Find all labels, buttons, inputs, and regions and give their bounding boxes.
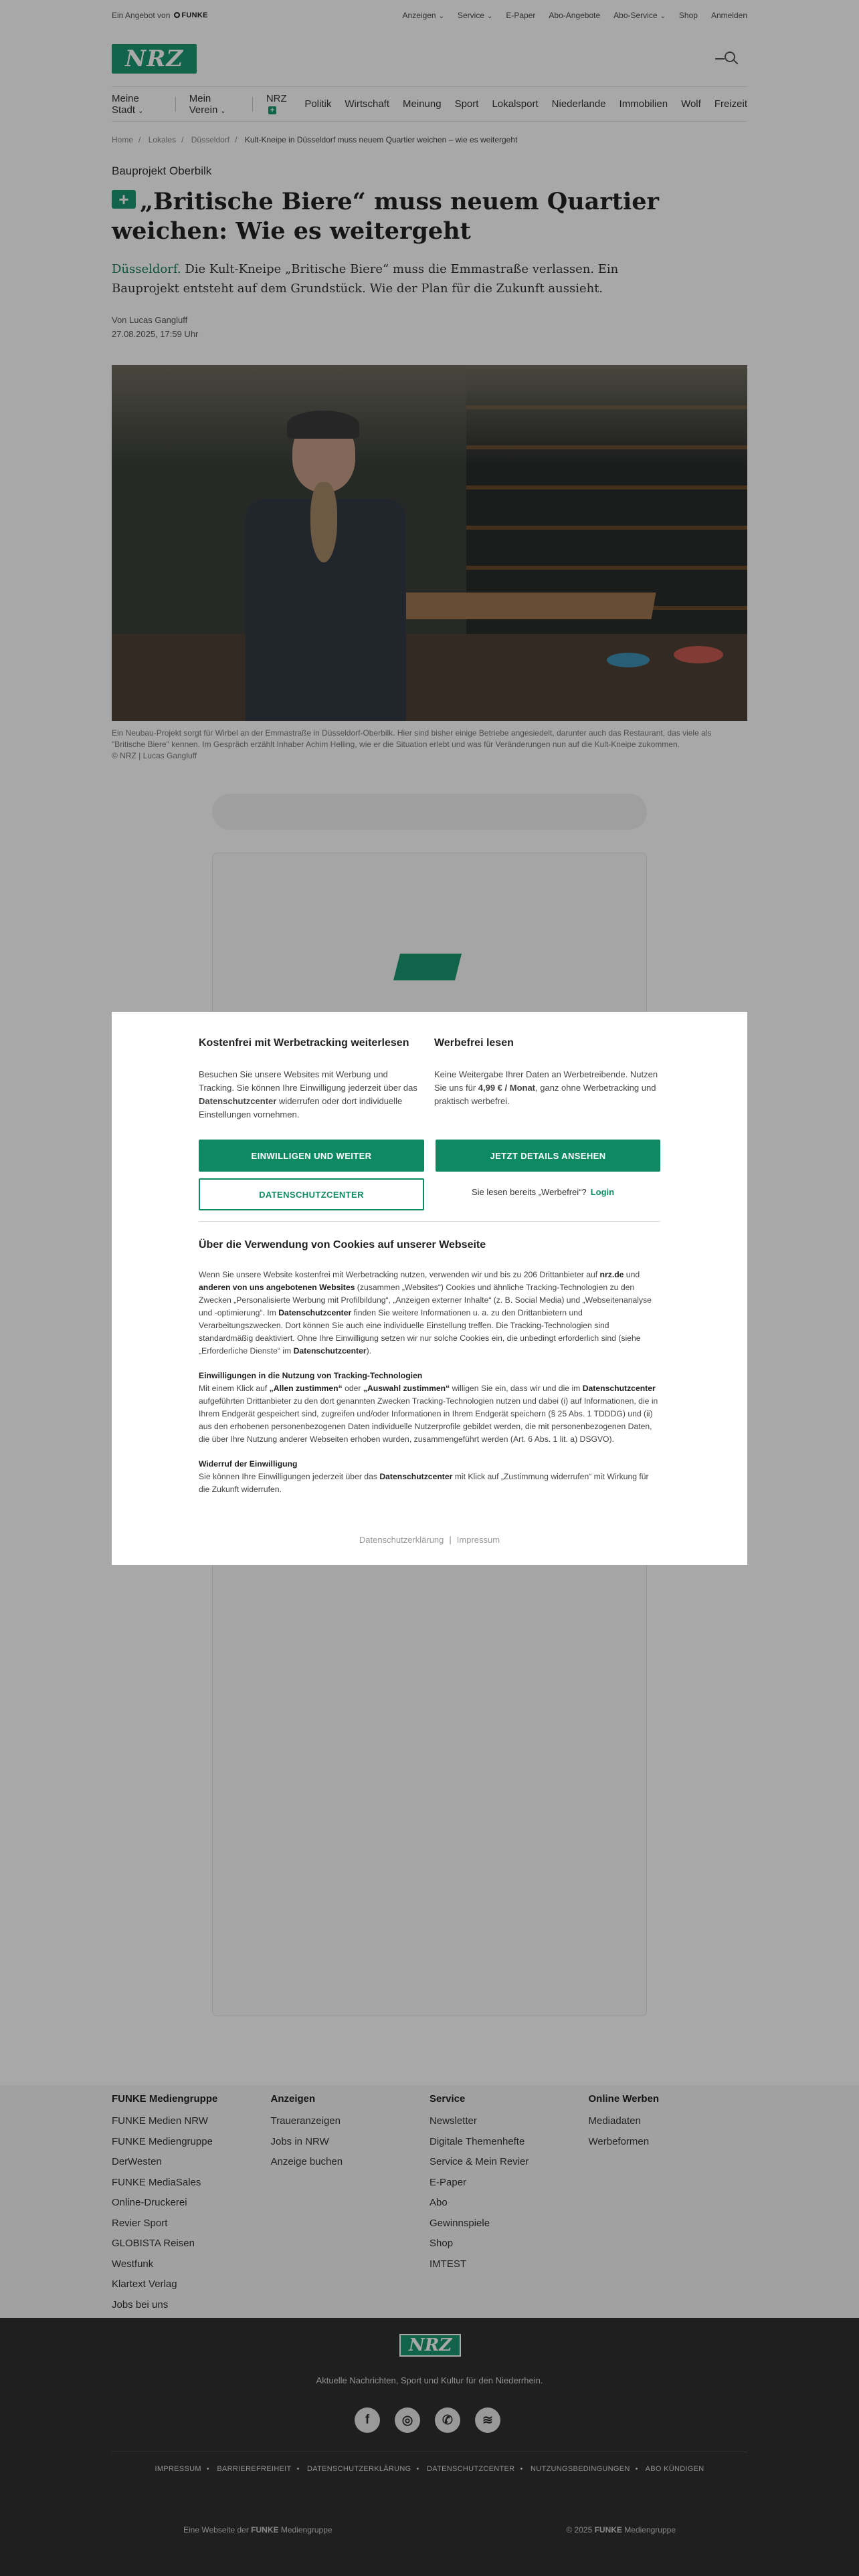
already-subscribed: Sie lesen bereits „Werbefrei“? Login <box>472 1187 615 1197</box>
legal-nutzungsbedingungen[interactable]: NUTZUNGSBEDINGUNGEN <box>530 2465 630 2473</box>
legal-datenschutzcenter[interactable]: DATENSCHUTZCENTER <box>427 2465 515 2473</box>
nav-politik[interactable]: Politik <box>304 98 332 110</box>
consent-free-text: Besuchen Sie unsere Websites mit Werbung und Tracking. Sie können Ihre Einwilligung jederzeit über das Datenschutzcenter widerrufen oder dort individuelle Einstellungen vornehmen. <box>199 1069 417 1119</box>
footer-link[interactable]: FUNKE Mediengruppe <box>112 2135 213 2147</box>
plus-icon: + <box>268 106 276 114</box>
consent-free-column <box>199 1037 425 1121</box>
footer-link[interactable]: Newsletter <box>430 2115 477 2127</box>
footer-link[interactable]: FUNKE Medien NRW <box>112 2115 208 2127</box>
nav-wirtschaft[interactable]: Wirtschaft <box>345 98 390 110</box>
breadcrumb: Home / Lokales / Düsseldorf / Kult-Kneipe in Düsseldorf muss neuem Quartier weichen – wie es weitergeht <box>112 135 518 144</box>
withdraw-text: Widerruf der Einwilligung Sie können Ihre Einwilligungen jederzeit über das Datenschutzcenter mit Klick auf „Zustimmung widerrufen“ mit Wirkung für die Zukunft widerrufen. <box>199 1459 649 1494</box>
consent-adfree-column <box>434 1037 660 1121</box>
legal-abo-kuendigen[interactable]: ABO KÜNDIGEN <box>645 2465 704 2473</box>
topnav-service[interactable]: Service ⌄ <box>458 11 492 20</box>
footer-link[interactable]: Westfunk <box>112 2258 154 2270</box>
footer-link[interactable]: Abo <box>430 2197 448 2208</box>
footer-link[interactable]: Gewinnspiele <box>430 2217 490 2229</box>
whatsapp-icon[interactable]: ✆ <box>435 2407 460 2433</box>
footer-nrz-logo[interactable]: NRZ <box>399 2334 461 2357</box>
nav-wolf[interactable]: Wolf <box>681 98 701 110</box>
photo-caption: Ein Neubau-Projekt sorgt für Wirbel an der Emmastraße in Düsseldorf-Oberbilk. Hier sind bisher einige Betriebe angesiedelt, darunter auch das Restaurant, das viele als "Britische Biere" kennen. Im Gespräch erzählt Inhaber Achim Helling, wie er die Situation erlebt und was für Veränderungen nun auf die Kult-Kneipe zukommen. © NRZ | Lucas Gangluff <box>112 728 747 762</box>
topnav-anzeigen[interactable]: Anzeigen ⌄ <box>403 11 444 20</box>
details-button[interactable]: JETZT DETAILS ANSEHEN <box>436 1140 660 1172</box>
footer-link[interactable]: Traueranzeigen <box>270 2115 341 2127</box>
datenschutzcenter-link[interactable]: Datenschutzcenter <box>199 1096 277 1106</box>
nav-nrz-plus[interactable]: NRZ+ <box>266 92 287 114</box>
privacy-center-button[interactable]: DATENSCHUTZCENTER <box>199 1178 424 1210</box>
cookie-usage-title: Über die Verwendung von Cookies auf unserer Webseite <box>199 1239 486 1251</box>
legal-barrierefreiheit[interactable]: BARRIEREFREIHEIT <box>217 2465 292 2473</box>
publish-date: 27.08.2025, 17:59 Uhr <box>112 329 199 339</box>
article-headline: + „Britische Biere“ muss neuem Quartier weichen: Wie es weitergeht <box>112 188 659 245</box>
facebook-icon[interactable]: f <box>355 2407 380 2433</box>
footer-link[interactable]: DerWesten <box>112 2156 162 2167</box>
footer-link[interactable]: Mediadaten <box>588 2115 641 2127</box>
consent-adfree-text: Keine Weitergabe Ihrer Daten an Werbetreibende. Nutzen Sie uns für 4,99 € / Monat, ganz ohne Werbetracking und praktisch werbefrei. <box>434 1069 658 1106</box>
breadcrumb-current: Kult-Kneipe in Düsseldorf muss neuem Quartier weichen – wie es weitergeht <box>244 135 518 144</box>
article-lead: Düsseldorf. Die Kult-Kneipe „Britische Biere“ muss die Emmastraße verlassen. Ein Bauprojekt entsteht auf dem Grundstück. Wie der Plan für die Zukunft aussieht. <box>112 262 619 296</box>
author[interactable]: Von Lucas Gangluff <box>112 315 188 325</box>
legal-datenschutzerklaerung[interactable]: DATENSCHUTZERKLÄRUNG <box>306 2465 411 2473</box>
lead-city: Düsseldorf. <box>112 262 181 276</box>
nav-niederlande[interactable]: Niederlande <box>551 98 606 110</box>
footer-site-of: Eine Webseite der FUNKE Mediengruppe <box>183 2525 332 2535</box>
topnav-epaper[interactable]: E-Paper <box>506 11 536 20</box>
footer-link[interactable]: Online-Druckerei <box>112 2197 187 2208</box>
nav-sport[interactable]: Sport <box>454 98 479 110</box>
privacy-policy-link[interactable]: Datenschutzerklärung <box>359 1535 444 1545</box>
footer-link[interactable]: E-Paper <box>430 2176 467 2188</box>
instagram-icon[interactable]: ◎ <box>395 2407 420 2433</box>
datenschutzcenter-link[interactable]: Datenschutzcenter <box>582 1384 656 1393</box>
footer-link[interactable]: Anzeige buchen <box>270 2156 343 2167</box>
accept-button[interactable]: EINWILLIGEN UND WEITER <box>199 1140 424 1172</box>
imprint-link[interactable]: Impressum <box>456 1535 500 1545</box>
consent-tracking-text: Einwilligungen in die Nutzung von Tracking-Technologien Mit einem Klick auf „Allen zustimmen“ oder „Auswahl zustimmen“ willigen Sie ein, dass wir und die im Datenschutzcenter aufgeführten Drittanbieter zu den dort genannten Zwecken Tracking-Technologien nutzen und dabei (i) auf Informationen, die in Ihrem Endgerät gespeichert sind, zugreifen und/oder Informationen in Ihrem Endgerät speichern (§ 25 Abs. 1 TDDDG) und (ii) aus den erhobenen personenbezogenen Daten individuelle Nutzerprofile gebildet werden, die mit personenbezogenen Daten, die über Ihre Nutzung anderer Webseiten erhoben wurden, zusammengeführt werden (Art. 6 Abs. 1 lit. a) DSGVO). <box>199 1371 658 1444</box>
footer-link[interactable]: Service & Mein Revier <box>430 2156 529 2167</box>
footer-link[interactable]: Klartext Verlag <box>112 2278 177 2290</box>
nav-immobilien[interactable]: Immobilien <box>619 98 668 110</box>
nav-meine-stadt[interactable]: Meine Stadt ⌄ <box>112 93 162 116</box>
breadcrumb-home[interactable]: Home <box>112 135 134 144</box>
datenschutzcenter-link[interactable]: Datenschutzcenter <box>379 1472 453 1481</box>
nav-lokalsport[interactable]: Lokalsport <box>492 98 539 110</box>
consent-free-title: Kostenfrei mit Werbetracking weiterlesen <box>199 1037 409 1049</box>
breadcrumb-duesseldorf[interactable]: Düsseldorf <box>191 135 230 144</box>
legal-impressum[interactable]: IMPRESSUM <box>155 2465 201 2473</box>
topnav-abo-angebote[interactable]: Abo-Angebote <box>549 11 601 20</box>
nrz-logo[interactable]: NRZ <box>112 44 197 74</box>
footer-link[interactable]: Revier Sport <box>112 2217 168 2229</box>
footer-link[interactable]: Werbeformen <box>588 2135 650 2147</box>
article-kicker: Bauprojekt Oberbilk <box>112 165 212 177</box>
legal-links: IMPRESSUM • BARRIEREFREIHEIT • DATENSCHUTZERKLÄRUNG • DATENSCHUTZCENTER • NUTZUNGSBEDINGUNGEN • ABO KÜNDIGEN <box>155 2465 704 2473</box>
footer-link[interactable]: Digitale Themenhefte <box>430 2135 525 2147</box>
topnav-shop[interactable]: Shop <box>678 11 698 20</box>
consent-adfree-title: Werbefrei lesen <box>434 1037 514 1049</box>
footer-link[interactable]: IMTEST <box>430 2258 466 2270</box>
rss-icon[interactable]: ≋ <box>475 2407 500 2433</box>
datenschutzcenter-link[interactable]: Datenschutzcenter <box>278 1308 352 1317</box>
footer-link[interactable]: Jobs in NRW <box>270 2135 329 2147</box>
footer-link[interactable]: Shop <box>430 2238 454 2249</box>
modal-footer-links: Datenschutzerklärung | Impressum <box>359 1535 500 1545</box>
footer-col-title: FUNKE Mediengruppe <box>112 2093 218 2105</box>
offer-text: Ein Angebot von <box>112 11 171 20</box>
photo-credit: © NRZ | Lucas Gangluff <box>112 751 197 760</box>
footer-tagline: Aktuelle Nachrichten, Sport und Kultur für den Niederrhein. <box>316 2375 543 2385</box>
cookie-usage-text: Wenn Sie unsere Website kostenfrei mit Werbetracking nutzen, verwenden wir und bis zu 206 Drittanbieter auf nrz.de und anderen von uns angebotenen Websites (zusammen „Websites“) Cookies und ähnliche Tracking-Technologien zu den Zwecken „Personalisierte Werbung mit Profilbildung“, „Anzeigen externer Inhalte“ (z. B. Social Media) und „Webseitenanalyse und -optimierung“. Im Datenschutzcenter finden Sie weitere Informationen u. a. zu den Drittanbietern und Verarbeitungszwecken. Dort können Sie auch eine individuelle Einstellung treffen. Die Tracking-Technologien sind standardmäßig deaktiviert. Ohne Ihre Einwilligung setzen wir nur solche Cookies ein, die unbedingt erforderlich sind (siehe „Erforderliche Dienste“ im Datenschutzcenter). <box>199 1270 652 1356</box>
footer-link[interactable]: Jobs bei uns <box>112 2298 169 2311</box>
nav-freizeit[interactable]: Freizeit <box>714 98 747 110</box>
footer-copyright: © 2025 FUNKE Mediengruppe <box>566 2525 676 2535</box>
cookie-usage-section <box>199 1239 660 1508</box>
footer-col-title: Online Werben <box>588 2093 660 2105</box>
footer-col-title: Service <box>430 2093 466 2105</box>
modal-divider <box>199 1221 660 1222</box>
funke-logo[interactable]: FUNKE <box>174 11 207 19</box>
plus-icon: + <box>112 190 136 209</box>
breadcrumb-lokales[interactable]: Lokales <box>148 135 177 144</box>
nav-mein-verein[interactable]: Mein Verein ⌄ <box>189 93 239 116</box>
footer-col-title: Anzeigen <box>270 2093 316 2105</box>
footer-link[interactable]: FUNKE MediaSales <box>112 2176 201 2188</box>
price: 4,99 € / Monat <box>478 1083 536 1093</box>
nav-meinung[interactable]: Meinung <box>403 98 442 110</box>
consent-modal <box>112 1012 747 1565</box>
login-link[interactable]: Login <box>590 1187 615 1197</box>
datenschutzcenter-link[interactable]: Datenschutzcenter <box>293 1346 367 1356</box>
topnav-login[interactable]: Anmelden <box>710 11 747 20</box>
footer-link[interactable]: GLOBISTA Reisen <box>112 2238 195 2249</box>
topnav-abo-service[interactable]: Abo-Service ⌄ <box>613 11 666 20</box>
